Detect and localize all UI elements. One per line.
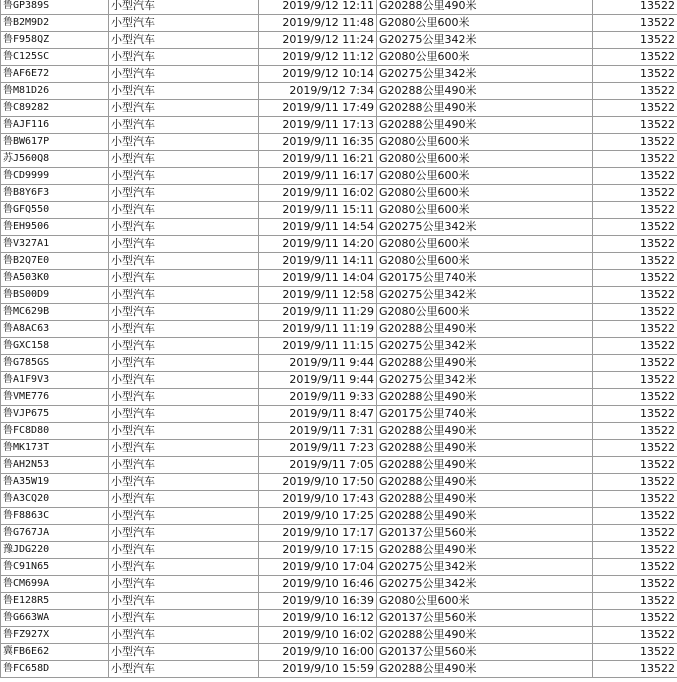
- violation-code-cell: 13522: [593, 270, 677, 287]
- table-row: [1, 202, 677, 219]
- violation-code-cell: 13522: [593, 525, 677, 542]
- timestamp-cell: 2019/9/10 17:17: [259, 525, 377, 542]
- timestamp-cell: 2019/9/10 17:43: [259, 491, 377, 508]
- location-cell: G20288公里490米: [377, 321, 593, 338]
- plate-number-cell: 鲁V327A1: [1, 236, 109, 253]
- timestamp-cell: 2019/9/12 10:14: [259, 66, 377, 83]
- timestamp-cell: 2019/9/11 11:15: [259, 338, 377, 355]
- table-row: [1, 372, 677, 389]
- table-row: [1, 0, 677, 15]
- timestamp-cell: 2019/9/11 16:17: [259, 168, 377, 185]
- violation-code-cell: 13522: [593, 440, 677, 457]
- plate-number-cell: 鲁FC8D80: [1, 423, 109, 440]
- table-row: [1, 236, 677, 253]
- table-row: [1, 168, 677, 185]
- table-row: [1, 321, 677, 338]
- location-cell: G20275公里342米: [377, 287, 593, 304]
- plate-number-cell: 鲁CD9999: [1, 168, 109, 185]
- violation-code-cell: 13522: [593, 0, 677, 15]
- plate-number-cell: 鲁A35W19: [1, 474, 109, 491]
- table-row: [1, 508, 677, 525]
- violation-code-cell: 13522: [593, 423, 677, 440]
- plate-number-cell: 鲁GFQ550: [1, 202, 109, 219]
- location-cell: G20275公里342米: [377, 576, 593, 593]
- table-row: [1, 644, 677, 661]
- violation-code-cell: 13522: [593, 32, 677, 49]
- vehicle-type-cell: 小型汽车: [109, 185, 259, 202]
- location-cell: G2080公里600米: [377, 593, 593, 610]
- violation-code-cell: 13522: [593, 559, 677, 576]
- table-row: [1, 389, 677, 406]
- table-row: [1, 83, 677, 100]
- violation-code-cell: 13522: [593, 83, 677, 100]
- table-row: [1, 134, 677, 151]
- vehicle-type-cell: 小型汽车: [109, 117, 259, 134]
- vehicle-type-cell: 小型汽车: [109, 287, 259, 304]
- vehicle-type-cell: 小型汽车: [109, 0, 259, 15]
- table-row: [1, 185, 677, 202]
- location-cell: G20288公里490米: [377, 508, 593, 525]
- timestamp-cell: 2019/9/11 7:31: [259, 423, 377, 440]
- timestamp-cell: 2019/9/11 17:49: [259, 100, 377, 117]
- plate-number-cell: 苏J560Q8: [1, 151, 109, 168]
- timestamp-cell: 2019/9/10 17:15: [259, 542, 377, 559]
- location-cell: G20275公里342米: [377, 219, 593, 236]
- table-row: [1, 355, 677, 372]
- vehicle-type-cell: 小型汽车: [109, 202, 259, 219]
- location-cell: G2080公里600米: [377, 49, 593, 66]
- violation-code-cell: 13522: [593, 474, 677, 491]
- plate-number-cell: 鲁BW617P: [1, 134, 109, 151]
- violation-code-cell: 13522: [593, 542, 677, 559]
- location-cell: G2080公里600米: [377, 185, 593, 202]
- location-cell: G20137公里560米: [377, 610, 593, 627]
- vehicle-type-cell: 小型汽车: [109, 338, 259, 355]
- table-row: [1, 559, 677, 576]
- plate-number-cell: 鲁F958QZ: [1, 32, 109, 49]
- violation-code-cell: 13522: [593, 219, 677, 236]
- vehicle-type-cell: 小型汽车: [109, 100, 259, 117]
- violation-code-cell: 13522: [593, 185, 677, 202]
- timestamp-cell: 2019/9/11 15:11: [259, 202, 377, 219]
- violation-code-cell: 13522: [593, 253, 677, 270]
- table-row: [1, 15, 677, 32]
- violation-code-cell: 13522: [593, 576, 677, 593]
- timestamp-cell: 2019/9/10 17:04: [259, 559, 377, 576]
- plate-number-cell: 鲁B2Q7E0: [1, 253, 109, 270]
- vehicle-type-cell: 小型汽车: [109, 253, 259, 270]
- violation-code-cell: 13522: [593, 355, 677, 372]
- timestamp-cell: 2019/9/10 15:59: [259, 661, 377, 678]
- vehicle-type-cell: 小型汽车: [109, 304, 259, 321]
- plate-number-cell: 鲁C91N65: [1, 559, 109, 576]
- vehicle-type-cell: 小型汽车: [109, 576, 259, 593]
- plate-number-cell: 鲁G785GS: [1, 355, 109, 372]
- timestamp-cell: 2019/9/11 12:58: [259, 287, 377, 304]
- violation-code-cell: 13522: [593, 508, 677, 525]
- plate-number-cell: 鲁BS00D9: [1, 287, 109, 304]
- timestamp-cell: 2019/9/10 16:46: [259, 576, 377, 593]
- vehicle-type-cell: 小型汽车: [109, 83, 259, 100]
- location-cell: G20288公里490米: [377, 661, 593, 678]
- timestamp-cell: 2019/9/12 11:24: [259, 32, 377, 49]
- table-row: [1, 440, 677, 457]
- timestamp-cell: 2019/9/11 14:04: [259, 270, 377, 287]
- location-cell: G20288公里490米: [377, 627, 593, 644]
- plate-number-cell: 鲁AF6E72: [1, 66, 109, 83]
- plate-number-cell: 冀FB6E62: [1, 644, 109, 661]
- violation-code-cell: 13522: [593, 491, 677, 508]
- location-cell: G20288公里490米: [377, 0, 593, 15]
- violation-code-cell: 13522: [593, 168, 677, 185]
- violation-code-cell: 13522: [593, 338, 677, 355]
- violation-code-cell: 13522: [593, 389, 677, 406]
- vehicle-type-cell: 小型汽车: [109, 610, 259, 627]
- timestamp-cell: 2019/9/11 16:35: [259, 134, 377, 151]
- location-cell: G20275公里342米: [377, 32, 593, 49]
- location-cell: G20137公里560米: [377, 525, 593, 542]
- timestamp-cell: 2019/9/12 12:11: [259, 0, 377, 15]
- table-row: [1, 219, 677, 236]
- violation-code-cell: 13522: [593, 100, 677, 117]
- plate-number-cell: 鲁AH2N53: [1, 457, 109, 474]
- timestamp-cell: 2019/9/12 11:48: [259, 15, 377, 32]
- violation-code-cell: 13522: [593, 372, 677, 389]
- table-row: [1, 49, 677, 66]
- vehicle-type-cell: 小型汽车: [109, 542, 259, 559]
- plate-number-cell: 鲁VJP675: [1, 406, 109, 423]
- vehicle-type-cell: 小型汽车: [109, 457, 259, 474]
- location-cell: G2080公里600米: [377, 236, 593, 253]
- vehicle-type-cell: 小型汽车: [109, 406, 259, 423]
- plate-number-cell: 鲁G663WA: [1, 610, 109, 627]
- location-cell: G20288公里490米: [377, 83, 593, 100]
- vehicle-type-cell: 小型汽车: [109, 593, 259, 610]
- timestamp-cell: 2019/9/10 16:12: [259, 610, 377, 627]
- timestamp-cell: 2019/9/11 9:44: [259, 372, 377, 389]
- timestamp-cell: 2019/9/10 17:25: [259, 508, 377, 525]
- vehicle-type-cell: 小型汽车: [109, 423, 259, 440]
- timestamp-cell: 2019/9/12 11:12: [259, 49, 377, 66]
- location-cell: G20288公里490米: [377, 474, 593, 491]
- location-cell: G20288公里490米: [377, 117, 593, 134]
- plate-number-cell: 鲁AJF116: [1, 117, 109, 134]
- plate-number-cell: 鲁CM699A: [1, 576, 109, 593]
- timestamp-cell: 2019/9/11 9:44: [259, 355, 377, 372]
- location-cell: G2080公里600米: [377, 15, 593, 32]
- violation-code-cell: 13522: [593, 457, 677, 474]
- timestamp-cell: 2019/9/11 11:29: [259, 304, 377, 321]
- table-row: [1, 117, 677, 134]
- violation-code-cell: 13522: [593, 321, 677, 338]
- location-cell: G20288公里490米: [377, 423, 593, 440]
- location-cell: G20175公里740米: [377, 406, 593, 423]
- vehicle-type-cell: 小型汽车: [109, 627, 259, 644]
- plate-number-cell: 鲁GXC158: [1, 338, 109, 355]
- location-cell: G20288公里490米: [377, 389, 593, 406]
- vehicle-type-cell: 小型汽车: [109, 474, 259, 491]
- timestamp-cell: 2019/9/11 9:33: [259, 389, 377, 406]
- timestamp-cell: 2019/9/10 16:39: [259, 593, 377, 610]
- plate-number-cell: 鲁M81D26: [1, 83, 109, 100]
- plate-number-cell: 鲁C89282: [1, 100, 109, 117]
- timestamp-cell: 2019/9/11 16:21: [259, 151, 377, 168]
- violation-code-cell: 13522: [593, 610, 677, 627]
- timestamp-cell: 2019/9/10 16:00: [259, 644, 377, 661]
- timestamp-cell: 2019/9/11 14:20: [259, 236, 377, 253]
- vehicle-type-cell: 小型汽车: [109, 644, 259, 661]
- plate-number-cell: 鲁MC629B: [1, 304, 109, 321]
- plate-number-cell: 鲁A503K0: [1, 270, 109, 287]
- timestamp-cell: 2019/9/11 16:02: [259, 185, 377, 202]
- plate-number-cell: 鲁EH9506: [1, 219, 109, 236]
- vehicle-type-cell: 小型汽车: [109, 389, 259, 406]
- plate-number-cell: 豫JDG220: [1, 542, 109, 559]
- timestamp-cell: 2019/9/12 7:34: [259, 83, 377, 100]
- table-row: [1, 423, 677, 440]
- table-row: [1, 525, 677, 542]
- location-cell: G2080公里600米: [377, 134, 593, 151]
- plate-number-cell: 鲁C125SC: [1, 49, 109, 66]
- plate-number-cell: 鲁MK173T: [1, 440, 109, 457]
- vehicle-type-cell: 小型汽车: [109, 355, 259, 372]
- table-row: [1, 270, 677, 287]
- location-cell: G2080公里600米: [377, 253, 593, 270]
- vehicle-type-cell: 小型汽车: [109, 134, 259, 151]
- table-row: [1, 593, 677, 610]
- violation-code-cell: 13522: [593, 49, 677, 66]
- vehicle-type-cell: 小型汽车: [109, 525, 259, 542]
- timestamp-cell: 2019/9/11 7:05: [259, 457, 377, 474]
- table-row: [1, 32, 677, 49]
- table-body: [1, 0, 677, 678]
- table-row: [1, 287, 677, 304]
- location-cell: G20288公里490米: [377, 491, 593, 508]
- location-cell: G20288公里490米: [377, 100, 593, 117]
- table-row: [1, 457, 677, 474]
- vehicle-type-cell: 小型汽车: [109, 32, 259, 49]
- vehicle-type-cell: 小型汽车: [109, 219, 259, 236]
- plate-number-cell: 鲁E128R5: [1, 593, 109, 610]
- location-cell: G20288公里490米: [377, 440, 593, 457]
- table-row: [1, 576, 677, 593]
- plate-number-cell: 鲁A8AC63: [1, 321, 109, 338]
- violation-code-cell: 13522: [593, 593, 677, 610]
- violation-code-cell: 13522: [593, 15, 677, 32]
- location-cell: G20288公里490米: [377, 355, 593, 372]
- vehicle-type-cell: 小型汽车: [109, 559, 259, 576]
- plate-number-cell: 鲁VME776: [1, 389, 109, 406]
- vehicle-type-cell: 小型汽车: [109, 270, 259, 287]
- table-row: [1, 474, 677, 491]
- timestamp-cell: 2019/9/11 14:54: [259, 219, 377, 236]
- plate-number-cell: 鲁G767JA: [1, 525, 109, 542]
- location-cell: G20137公里560米: [377, 644, 593, 661]
- location-cell: G2080公里600米: [377, 304, 593, 321]
- table-row: [1, 66, 677, 83]
- location-cell: G2080公里600米: [377, 151, 593, 168]
- violation-code-cell: 13522: [593, 661, 677, 678]
- location-cell: G20275公里342米: [377, 559, 593, 576]
- timestamp-cell: 2019/9/11 11:19: [259, 321, 377, 338]
- violation-code-cell: 13522: [593, 304, 677, 321]
- location-cell: G20275公里342米: [377, 338, 593, 355]
- timestamp-cell: 2019/9/11 14:11: [259, 253, 377, 270]
- violation-code-cell: 13522: [593, 627, 677, 644]
- vehicle-type-cell: 小型汽车: [109, 321, 259, 338]
- table-row: [1, 610, 677, 627]
- timestamp-cell: 2019/9/10 17:50: [259, 474, 377, 491]
- vehicle-type-cell: 小型汽车: [109, 661, 259, 678]
- table-row: [1, 661, 677, 678]
- location-cell: G20275公里342米: [377, 372, 593, 389]
- violation-code-cell: 13522: [593, 151, 677, 168]
- plate-number-cell: 鲁B2M9D2: [1, 15, 109, 32]
- violation-code-cell: 13522: [593, 236, 677, 253]
- vehicle-type-cell: 小型汽车: [109, 236, 259, 253]
- vehicle-type-cell: 小型汽车: [109, 151, 259, 168]
- plate-number-cell: 鲁F8863C: [1, 508, 109, 525]
- timestamp-cell: 2019/9/11 7:23: [259, 440, 377, 457]
- plate-number-cell: 鲁B8Y6F3: [1, 185, 109, 202]
- plate-number-cell: 鲁FZ927X: [1, 627, 109, 644]
- table-row: [1, 253, 677, 270]
- violation-code-cell: 13522: [593, 66, 677, 83]
- timestamp-cell: 2019/9/10 16:02: [259, 627, 377, 644]
- violation-code-cell: 13522: [593, 117, 677, 134]
- vehicle-type-cell: 小型汽车: [109, 66, 259, 83]
- vehicle-type-cell: 小型汽车: [109, 372, 259, 389]
- plate-number-cell: 鲁A1F9V3: [1, 372, 109, 389]
- plate-number-cell: 鲁A3CQ20: [1, 491, 109, 508]
- location-cell: G20175公里740米: [377, 270, 593, 287]
- violation-code-cell: 13522: [593, 202, 677, 219]
- timestamp-cell: 2019/9/11 17:13: [259, 117, 377, 134]
- table-row: [1, 627, 677, 644]
- plate-number-cell: 鲁FC658D: [1, 661, 109, 678]
- vehicle-type-cell: 小型汽车: [109, 15, 259, 32]
- violation-code-cell: 13522: [593, 134, 677, 151]
- table-row: [1, 100, 677, 117]
- timestamp-cell: 2019/9/11 8:47: [259, 406, 377, 423]
- table-row: [1, 406, 677, 423]
- table-row: [1, 338, 677, 355]
- location-cell: G2080公里600米: [377, 168, 593, 185]
- location-cell: G20288公里490米: [377, 457, 593, 474]
- vehicle-type-cell: 小型汽车: [109, 440, 259, 457]
- table-row: [1, 151, 677, 168]
- location-cell: G2080公里600米: [377, 202, 593, 219]
- violation-code-cell: 13522: [593, 287, 677, 304]
- table-row: [1, 304, 677, 321]
- vehicle-type-cell: 小型汽车: [109, 508, 259, 525]
- table-row: [1, 491, 677, 508]
- vehicle-type-cell: 小型汽车: [109, 49, 259, 66]
- vehicle-type-cell: 小型汽车: [109, 168, 259, 185]
- vehicle-type-cell: 小型汽车: [109, 491, 259, 508]
- location-cell: G20275公里342米: [377, 66, 593, 83]
- violation-code-cell: 13522: [593, 406, 677, 423]
- violation-code-cell: 13522: [593, 644, 677, 661]
- plate-number-cell: 鲁GP389S: [1, 0, 109, 15]
- location-cell: G20288公里490米: [377, 542, 593, 559]
- table-row: [1, 542, 677, 559]
